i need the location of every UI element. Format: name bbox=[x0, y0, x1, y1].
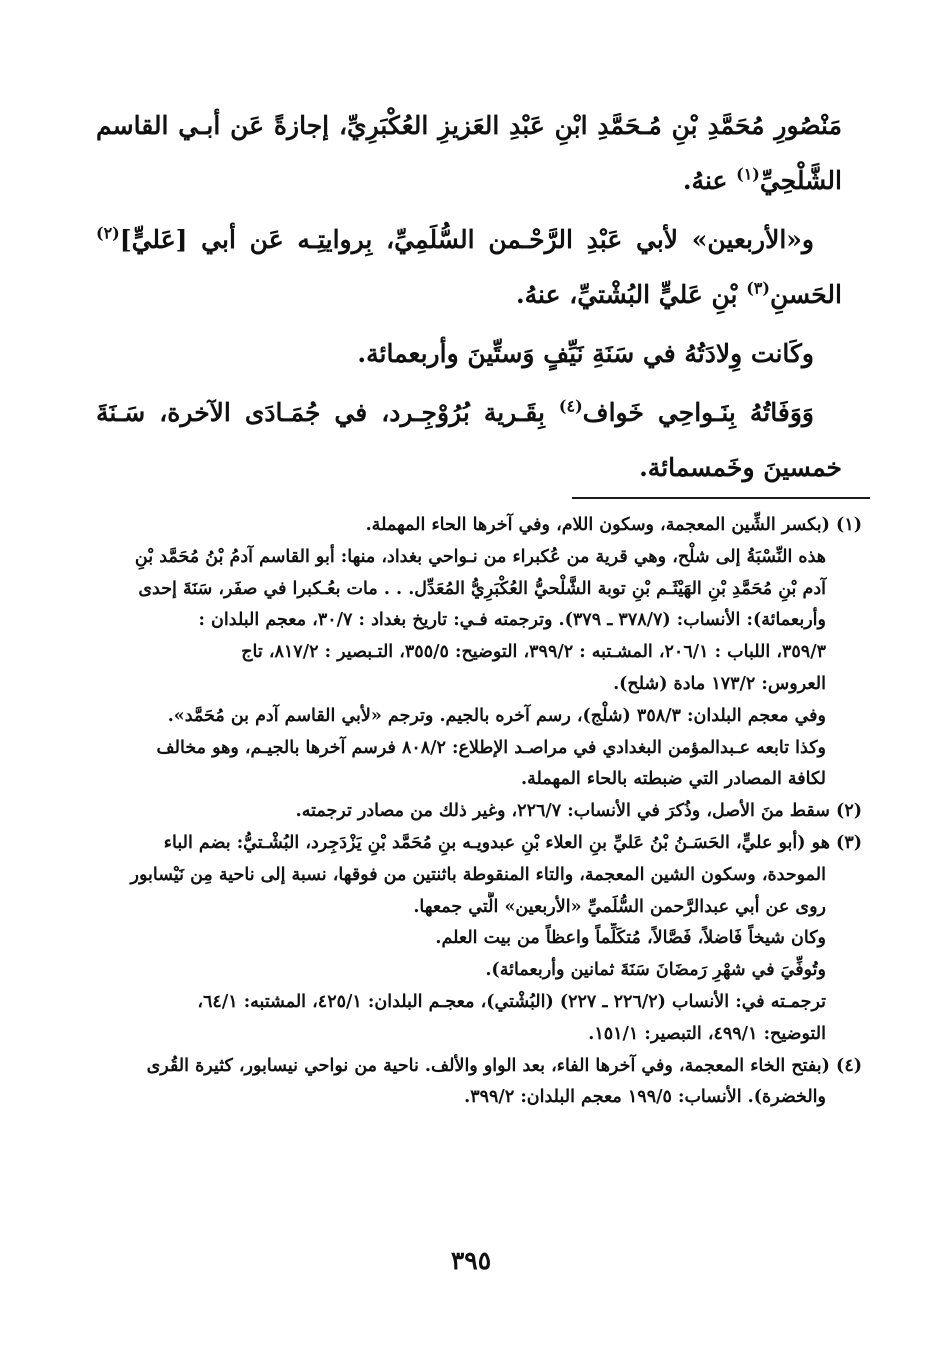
footnote-line: الموحدة، وسكون الشين المعجمة، والتاء المنقوطة باثنتين من فوقها، نسبة إلى ناحية مِن نَيْسابور bbox=[130, 864, 826, 885]
footnote-line: ٣٥٩/٣، اللباب : ٢٠٦/١، المشـتبه : ٣٩٩/٢، التوضيح: ٣٥٥/٥، التـبصير : ٨١٧/٢، تاج bbox=[241, 642, 826, 663]
body-text: مَنْصُورِ مُحَمَّدِ بْنِ مُـحَمَّدِ ابْنِ عَبْدِ العَزيزِ العُكْبَرِيِّ، إجازةً عَن أبـي القاسم الشَّلْحِيِّ bbox=[96, 111, 842, 195]
footnote-line: (٢) سقط منَ الأصل، وذُكرَ في الأنساب: ٢٢٦/٧، وغير ذلك من مصادر ترجمته. bbox=[295, 801, 862, 822]
footnote-line: هذه النِّسْبَةُ إلى شلْح، وهي قرية من عُكبراء من نـواحي بغداد، منها: أبو القاسم آدمُ بْنُ مُحَمَّد بْنِ bbox=[134, 546, 826, 567]
footnote-reference: (٣) bbox=[746, 278, 770, 298]
footnote-line: (١) (بكسر الشِّين المعجمة، وسكون اللام، وفي آخرها الحاء المهملة. bbox=[365, 515, 862, 535]
body-text: وكَانت وِلادَتُهُ في سَنَةِ نَيِّفٍ وَستِّينَ وأربعمائة. bbox=[357, 339, 814, 368]
footnote-line: روى عن أبي عبدالرَّحمن السُّلَميِّ «الأربعين» الَّتي جمعها. bbox=[413, 896, 826, 917]
body-paragraph bbox=[96, 326, 842, 381]
body-paragraph bbox=[96, 212, 842, 322]
footnote-line: (٣) هو (أبو عليٍّ، الحَسَـنُ بْنُ عَليِّ بنِ العلاء بْنِ عبدويـه بنِ مُحَمَّد بْنِ يَزْدَجِرد، البُشْـتيُّ: بضم الباء bbox=[163, 832, 862, 853]
body-paragraph bbox=[96, 98, 842, 208]
footnote-line: وكان شيخاً فَاضلاً، فَصَّالاً، مُتكَلِّماً واعظاً من بيت العلم. bbox=[435, 928, 826, 949]
footnote-line: التوضيح: ٤٩٩/١، التبصير: ١٥١/١. bbox=[588, 1023, 826, 1044]
body-text: وَوَفَاتُهُ بِنَـواحِي خَواف bbox=[582, 398, 814, 427]
footnote-line: لكافة المصادر التي ضبطته بالحاء المهملة. bbox=[521, 769, 826, 790]
footnote-reference: (١) bbox=[736, 164, 760, 184]
footnote-reference: (٢) bbox=[96, 223, 120, 243]
footnote bbox=[94, 796, 862, 828]
footnote-line: وفي معجم البلدان: ٣٥٨/٣ (شلْج)، رسم آخره بالجيم. وترجم «لأبي القاسم آدم بن مُحَمَّد». bbox=[167, 705, 826, 726]
body-paragraph bbox=[96, 385, 842, 495]
page-number: ٣٩٥ bbox=[450, 1246, 492, 1275]
footnote-line: وأربعمائة): الأنساب: (٣٧٨/٧ ـ ٣٧٩). وترجمته فـي: تاريخ بغداد : ٣٠/٧، معجم البلدان : bbox=[198, 610, 826, 631]
footnote-line: آدم بْنِ مُحَمَّدِ بْنِ الهَيْثَـم بْنِ توبة الشَّلْحيُّ العُكْبَرِيُّ المُعَدِّل. . . مات بعُـكبرا في صفَر، سَنَةَ إحدى bbox=[138, 578, 826, 599]
footnote-line: وكذا تابعه عـبدالمؤمن البغدادي في مراصـد الإطلاع: ٨٠٨/٢ فرسم آخرها بالجيـم، وهو مخالف bbox=[156, 737, 826, 758]
footnote-separator bbox=[572, 497, 870, 499]
footnote bbox=[94, 510, 862, 796]
footnote-line: العروس: ١٧٣/٢ مادة (شلح). bbox=[613, 673, 826, 694]
footnote bbox=[94, 828, 862, 1051]
body-text: بِقَـرية بُرُوْجِـرد، في جُمَـادَى الآخرة، سَـنَةَ خمسينَ وخَمسمائة. bbox=[96, 398, 842, 482]
footnote-reference: (٤) bbox=[558, 396, 583, 416]
footnote bbox=[94, 1051, 862, 1115]
body-text: و«الأربعين» لأبي عَبْدِ الرَّحْـمن السُّلَمِيِّ، بِروايتِـه عَن أبي [عَليٍّ] bbox=[119, 225, 814, 254]
body-text: عنهُ. bbox=[682, 166, 737, 195]
body-text: الحَسنِ bbox=[769, 280, 842, 309]
footnote-line: ترجمـته في: الأنساب (٢٢٦/٢ ـ ٢٢٧) (البُشْتي)، معجـم البلدان: ٤٢٥/١، المشتبه: ٦٤/١، bbox=[197, 991, 826, 1012]
footnotes bbox=[94, 510, 862, 1114]
body-text: بْنِ عَليٍّ البُشْتيِّ، عنهُ. bbox=[515, 280, 747, 309]
footnote-line: والخضرة). الأنساب: ١٩٩/٥ معجم البلدان: ٣٩٩/٢. bbox=[464, 1087, 826, 1108]
main-text bbox=[96, 98, 842, 499]
footnote-line: وتُوفِّيَ في شهْرِ رَمضَانَ سَنَةَ ثمانين وأربعمائة). bbox=[485, 960, 826, 981]
footnote-line: (٤) (بفتح الخاء المعجمة، وفي آخرها الفاء، بعد الواو والألف. ناحية من نواحي نيسابور، كثيرة القُرى bbox=[146, 1055, 862, 1076]
